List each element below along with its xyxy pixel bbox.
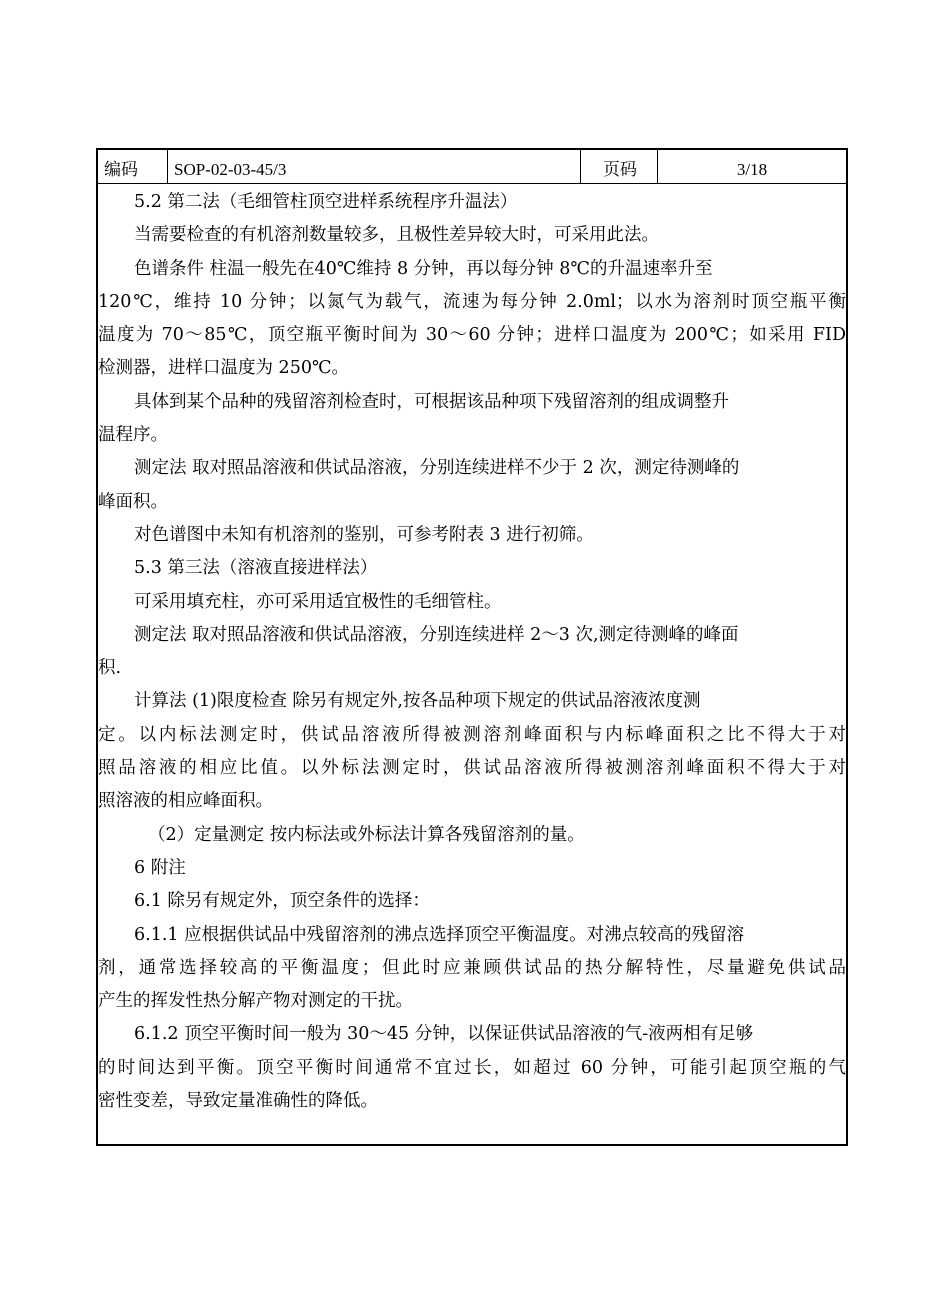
text-line: 可采用填充柱，亦可采用适宜极性的毛细管柱。: [134, 591, 502, 612]
text-line: 剂，通常选择较高的平衡温度；但此时应兼顾供试品的热分解特性，尽量避免供试品: [98, 957, 846, 978]
text-line: 产生的挥发性热分解产物对测定的干扰。: [98, 991, 413, 1012]
header-row: [98, 150, 846, 184]
code-value: SOP-02-03-45/3: [168, 150, 581, 183]
text-line: 的时间达到平衡。顶空平衡时间通常不宜过长，如超过 60 分钟，可能引起顶空瓶的气: [98, 1057, 846, 1078]
body-text: [98, 186, 846, 1118]
text-line: 测定法 取对照品溶液和供试品溶液，分别连续进样 2～3 次,测定待测峰的峰面: [134, 624, 739, 645]
section-heading: 6 附注: [134, 857, 186, 878]
section-heading: 6.1 除另有规定外，顶空条件的选择：: [134, 891, 430, 912]
text-line: 6.1.1 应根据供试品中残留溶剂的沸点选择顶空平衡温度。对沸点较高的残留溶: [134, 924, 745, 945]
text-line: 定。以内标法测定时，供试品溶液所得被测溶剂峰面积与内标峰面积之比不得大于对: [98, 724, 846, 745]
text-line: 具体到某个品种的残留溶剂检查时，可根据该品种项下残留溶剂的组成调整升: [134, 391, 729, 412]
text-line: （2）定量测定 按内标法或外标法计算各残留溶剂的量。: [148, 824, 585, 845]
code-label: 编码: [98, 150, 168, 183]
section-heading: 5.2 第二法（毛细管柱顶空进样系统程序升温法）: [134, 192, 518, 212]
text-line: 温度为 70～85℃，顶空瓶平衡时间为 30～60 分钟；进样口温度为 200℃；如采用 FID: [98, 325, 846, 346]
document-frame: [96, 148, 848, 1146]
text-line: 测定法 取对照品溶液和供试品溶液，分别连续进样不少于 2 次，测定待测峰的: [134, 458, 740, 479]
text-line: 密性变差，导致定量准确性的降低。: [98, 1091, 378, 1112]
section-heading: 5.3 第三法（溶液直接进样法）: [134, 558, 378, 579]
text-line: 积.: [98, 658, 122, 679]
text-line: 照溶液的相应峰面积。: [98, 791, 273, 812]
text-line: 对色谱图中未知有机溶剂的鉴别，可参考附表 3 进行初筛。: [134, 524, 594, 545]
text-line: 检测器，进样口温度为 250℃。: [98, 358, 350, 379]
text-line: 色谱条件 柱温一般先在40℃维持 8 分钟，再以每分钟 8℃的升温速率升至: [134, 258, 713, 279]
page-label: 页码: [581, 150, 658, 183]
text-line: 照品溶液的相应比值。以外标法测定时，供试品溶液所得被测溶剂峰面积不得大于对: [98, 758, 846, 779]
text-line: 峰面积。: [98, 491, 168, 512]
text-line: 6.1.2 顶空平衡时间一般为 30～45 分钟，以保证供试品溶液的气-液两相有足够: [134, 1024, 754, 1045]
text-line: 当需要检查的有机溶剂数量较多，且极性差异较大时，可采用此法。: [134, 225, 659, 246]
page-value: 3/18: [736, 160, 768, 179]
text-line: 120℃，维持 10 分钟；以氮气为载气，流速为每分钟 2.0ml；以水为溶剂时顶空瓶平衡: [98, 291, 846, 312]
text-line: 温程序。: [98, 425, 168, 446]
text-line: 计算法 (1)限度检查 除另有规定外,按各品种项下规定的供试品溶液浓度测: [134, 691, 701, 712]
